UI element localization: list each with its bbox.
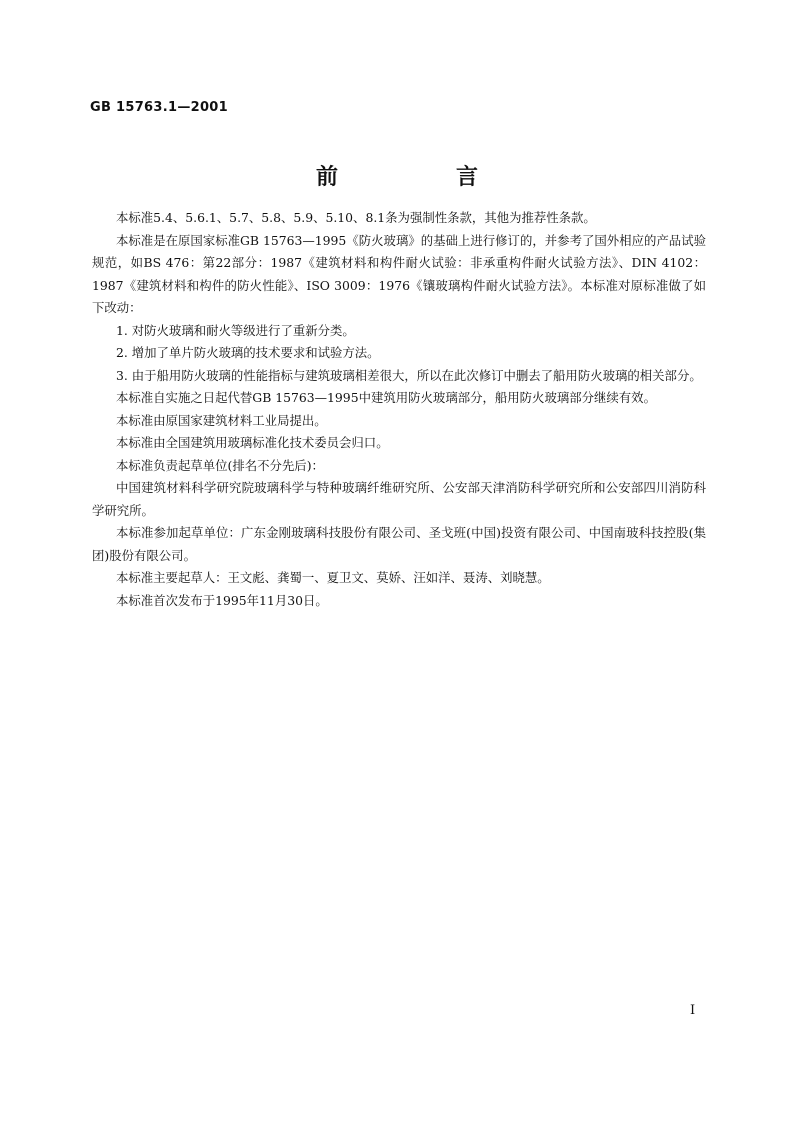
paragraph-first-publication: 本标准首次发布于1995年11月30日。	[116, 592, 328, 608]
page-title: 前 言	[315, 165, 526, 190]
page-number: I	[690, 1003, 696, 1018]
paragraph-change-3: 3. 由于船用防火玻璃的性能指标与建筑玻璃相差很大，所以在此次修订中删去了船用防火玻璃的相关部分。	[116, 367, 702, 383]
standard-code: GB 15763.1—2001	[90, 100, 228, 115]
paragraph-committee: 本标准由全国建筑用玻璃标准化技术委员会归口。	[116, 435, 389, 450]
paragraph-mandatory-clauses: 本标准5.4、5.6.1、5.7、5.8、5.9、5.10、8.1条为强制性条款，其他为推荐性条款。	[116, 210, 596, 225]
paragraph-responsible-drafters: 中国建筑材料科学研究院玻璃科学与特种玻璃纤维研究所、公安部天津消防科学研究所和公安部四川消防科学研究所。	[92, 480, 706, 518]
paragraph-responsible-drafters-heading: 本标准负责起草单位(排名不分先后)：	[116, 457, 324, 473]
paragraph-change-1: 1. 对防火玻璃和耐火等级进行了重新分类。	[116, 322, 355, 338]
document-body	[92, 207, 706, 612]
paragraph-participating-drafters: 本标准参加起草单位：广东金刚玻璃科技股份有限公司、圣戈班(中国)投资有限公司、中国南玻科技控股(集团)股份有限公司。	[92, 525, 706, 563]
paragraph-change-2: 2. 增加了单片防火玻璃的技术要求和试验方法。	[116, 345, 380, 360]
paragraph-revision-basis: 本标准是在原国家标准GB 15763—1995《防火玻璃》的基础上进行修订的，并参考了国外相应的产品试验规范，如BS 476：第22部分：1987《建筑材料和构件耐火试验：非承重构件耐火试验方法》、DIN 4102：1987《建筑材料和构件的防火性能》、ISO 3009：1976《镶玻璃构件耐火试验方法》。本标准对原标准做了如下改动：	[92, 232, 706, 315]
paragraph-replacement: 本标准自实施之日起代替GB 15763—1995中建筑用防火玻璃部分，船用防火玻璃部分继续有效。	[116, 390, 656, 405]
paragraph-proposer: 本标准由原国家建筑材料工业局提出。	[116, 412, 327, 428]
paragraph-main-drafters: 本标准主要起草人：王文彪、龚蜀一、夏卫文、莫娇、汪如洋、聂涛、刘晓慧。	[116, 570, 550, 585]
